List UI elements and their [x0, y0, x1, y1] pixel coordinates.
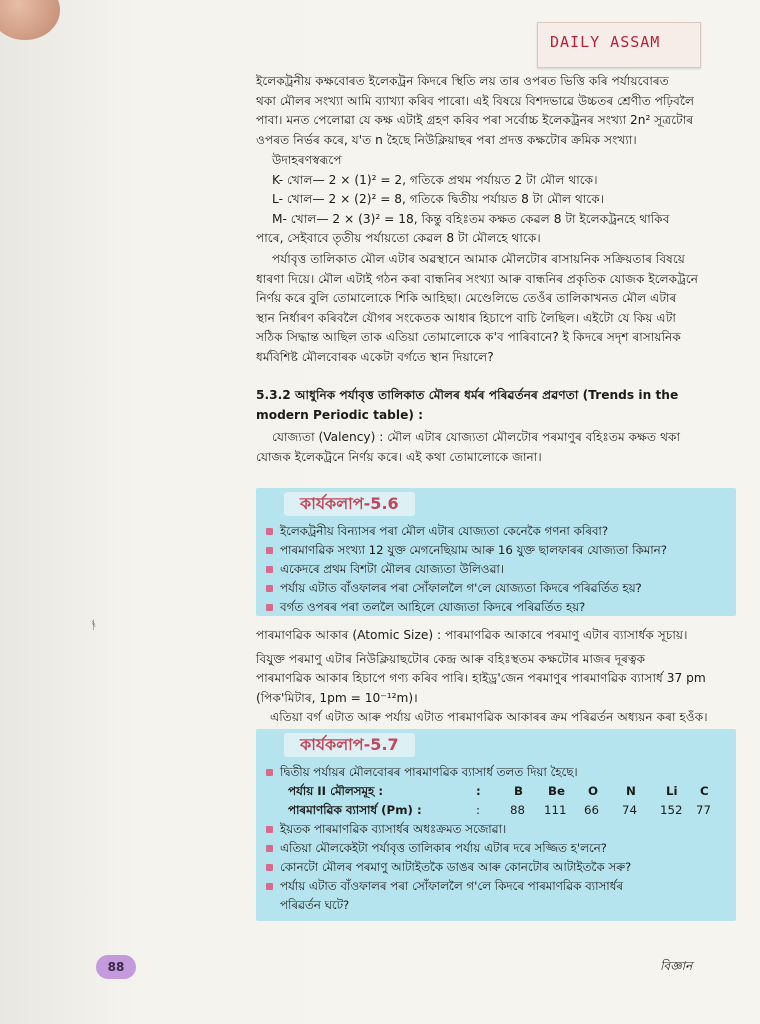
row-label: পাৰমাণৱিক ব্যাসাৰ্ধ (Pm) :: [288, 803, 422, 817]
list-item: [264, 579, 732, 598]
radius-value: 77: [696, 803, 712, 817]
footer-subject: বিজ্ঞান: [660, 959, 693, 973]
colon: :: [476, 803, 480, 817]
bullet-icon: [266, 845, 273, 852]
element-symbol: Li: [666, 784, 678, 798]
row-label: পৰ্যায় II মৌলসমূহ :: [288, 784, 384, 798]
text-line: বিযুক্ত পৰমাণু এটাৰ নিউক্লিয়াছটোৰ কেন্দ্ৰ আৰু বহিঃস্থতম কক্ষটোৰ মাজৰ দূৰত্বক: [256, 651, 646, 666]
text-line: পৰ্যাবৃত্ত তালিকাত মৌল এটাৰ অৱস্থানে আমাক মৌলটোৰ ৰাসায়নিক সক্ৰিয়তাৰ বিষয়ে: [272, 252, 685, 266]
colon: :: [476, 784, 481, 798]
text-line: ওপৰত নিৰ্ভৰ কৰে, য'ত n হৈছে নিউক্লিয়াছৰ পৰা প্ৰদত্ত কক্ষটোৰ ক্ৰমিক সংখ্যা।: [256, 132, 637, 147]
list-item: [264, 522, 732, 541]
item-text: এতিয়া মৌলকেইটা পৰ্যাবৃত্ত তালিকাৰ পৰ্যায় এটাৰ দৰে সজ্জিত হ'লনে?: [280, 841, 607, 855]
paragraph-atomic-size: [256, 626, 734, 728]
element-symbol: C: [700, 784, 709, 798]
text-line: স্থান নিৰ্ধাৰণ কৰিবলৈ যৌগৰ সংকেতক আধাৰ হিচাপে বাচি লৈছিল। এইটো যে কিয় এটা: [256, 310, 676, 325]
activity-title: কাৰ্যকলাপ-5.6: [284, 492, 415, 516]
bullet-icon: [266, 547, 273, 554]
item-text: একেদৰে প্ৰথম বিশটা মৌলৰ যোজ্যতা উলিওৱা।: [280, 562, 505, 576]
activity-5-7: [256, 729, 736, 921]
item-text: পৰিৱৰ্তন ঘটে?: [280, 898, 350, 912]
element-symbol: Be: [548, 784, 565, 798]
radius-value: 88: [510, 803, 526, 817]
bullet-icon: [266, 585, 273, 592]
list-item: [264, 541, 732, 560]
element-symbol: N: [626, 784, 636, 798]
text-line: নিৰ্ণয় কৰে বুলি তোমালোকে শিকি আহিছা। মেণ্ডেলিভে তেওঁৰ তালিকাখনত মৌল এটাৰ: [256, 291, 677, 305]
bullet-icon: [266, 826, 273, 833]
item-text: বৰ্গত ওপৰৰ পৰা তললৈ আহিলে যোজ্যতা কিদৰে পৰিৱৰ্তিত হয়?: [280, 600, 586, 614]
list-item: [264, 858, 732, 877]
text-line: ইলেকট্ৰনীয় কক্ষবোৰত ইলেকট্ৰন কিদৰে স্থিতি লয় তাৰ ওপৰত ভিত্তি কৰি পৰ্যায়বোৰত: [256, 74, 669, 88]
list-item: [264, 839, 732, 858]
radius-value: 66: [584, 803, 600, 817]
bullet-icon: [266, 528, 273, 535]
page-number: 88: [96, 955, 136, 979]
activity-items: [264, 763, 732, 915]
radius-value: 111: [544, 803, 567, 817]
text-line: পাৰমাণৱিক আকাৰ (Atomic Size) : পাৰমাণৱিক আকাৰে পৰমাণু এটাৰ ব্যাসাৰ্ধক সূচায়।: [256, 628, 688, 642]
item-text: ইলেকট্ৰনীয় বিন্যাসৰ পৰা মৌল এটাৰ যোজ্যতা কেনেকৈ গণনা কৰিবা?: [280, 524, 609, 538]
bullet-icon: [266, 883, 273, 890]
list-item: [264, 560, 732, 579]
stamp: [537, 22, 701, 68]
list-item: [264, 877, 732, 896]
text-line: ধৰ্মবিশিষ্ট মৌলবোৰক একেটা বৰ্গতে স্থান দিয়ালে?: [256, 349, 494, 364]
list-item: [264, 598, 732, 617]
activity-title: কাৰ্যকলাপ-5.7: [284, 733, 415, 757]
section-heading-line: modern Periodic table) :: [256, 407, 424, 422]
example-l: L- খোল— 2 × (2)² = 8, গতিকে দ্বিতীয় পৰ্যায়ত 8 টা মৌল থাকে।: [272, 192, 605, 206]
example-m-cont: পাৰে, সেইবাবে তৃতীয় পৰ্যায়তো কেৱল 8 টা মৌলহে থাকে।: [256, 231, 541, 245]
item-text: পৰ্যায় এটাত বাঁওফালৰ পৰা সোঁফাললৈ গ'লে কিদৰে পাৰমাণৱিক ব্যাসাৰ্ধৰ: [280, 879, 623, 893]
text-line: ধাৰণা দিয়ে। মৌল এটাই গঠন কৰা বান্ধনিৰ সংখ্যা আৰু বান্ধনিৰ প্ৰকৃতিক যোজক ইলেকট্ৰনে: [256, 271, 699, 286]
text-line: এতিয়া বৰ্গ এটাত আৰু পৰ্যায় এটাত পাৰমাণৱিক আকাৰৰ ক্ৰম পৰিৱৰ্তন অধ্যয়ন কৰা হওঁক।: [270, 710, 708, 724]
activity-items: [264, 522, 732, 617]
elements-row: [264, 782, 732, 801]
text-line: যোজক ইলেকট্ৰনে নিৰ্ণয় কৰে। এই কথা তোমালোকে জানা।: [256, 449, 542, 464]
radii-row: [264, 801, 732, 820]
radius-value: 74: [622, 803, 638, 817]
list-item: [264, 763, 732, 782]
paragraph-electron-shells: [256, 72, 734, 150]
examples: [256, 151, 750, 249]
example-heading: উদাহৰণস্বৰূপে: [272, 153, 342, 167]
item-text: ইয়তক পাৰমাণৱিক ব্যাসাৰ্ধৰ অধঃক্ৰমত সজোৱা।: [280, 822, 507, 836]
list-item: [264, 820, 732, 839]
paragraph-valency: [256, 428, 734, 467]
example-m: M- খোল— 2 × (3)² = 18, কিন্তু বহিঃতম কক্ষত কেৱল 8 টা ইলেকট্ৰনহে থাকিব: [272, 211, 670, 226]
item-text: দ্বিতীয় পৰ্যায়ৰ মৌলবোৰৰ পাৰমাণৱিক ব্যাসাৰ্ধ তলত দিয়া হৈছে।: [280, 765, 578, 779]
element-symbol: O: [588, 784, 599, 798]
paragraph-periodic-position: [256, 250, 734, 367]
item-text: পাৰমাণৱিক সংখ্যা 12 যুক্ত মেগনেছিয়াম আৰু 16 যুক্ত ছালফাৰৰ যোজ্যতা কিমান?: [280, 543, 667, 557]
text-line: সঠিক সিদ্ধান্ত আছিল তাক এতিয়া তোমালোকে ক'ব পাৰিবানে? ই কিদৰে সদৃশ ৰাসায়নিক: [256, 330, 681, 344]
text-line: থকা মৌলৰ সংখ্যা আমি ব্যাখ্যা কৰিব পাৰো। এই বিষয়ে বিশদভাৱে উচ্চতৰ শ্ৰেণীত পঢ়িবলৈ: [256, 93, 695, 108]
element-symbol: B: [514, 784, 523, 798]
radius-value: 152: [660, 803, 683, 817]
text-line: (পিক'মিটাৰ, 1pm = 10⁻¹²m)।: [256, 690, 418, 705]
list-item-cont: [264, 896, 732, 915]
activity-5-6: [256, 488, 736, 616]
stamp-text: DAILY ASSAM: [550, 33, 661, 51]
item-text: কোনটো মৌলৰ পৰমাণু আটাইতকৈ ডাঙৰ আৰু কোনটোৰ আটাইতকৈ সৰু?: [280, 860, 632, 874]
section-heading: [256, 386, 734, 425]
text-line: পাবা। মনত পেলোৱা যে কক্ষ এটাই গ্ৰহণ কৰিব পৰা সৰ্বোচ্চ ইলেকট্ৰনৰ সংখ্যা 2n² সূত্ৰটোৰ: [256, 113, 694, 127]
bullet-icon: [266, 769, 273, 776]
margin-mark: ᚬ: [90, 618, 98, 632]
bullet-icon: [266, 566, 273, 573]
text-line: যোজ্যতা (Valency) : মৌল এটাৰ যোজ্যতা মৌলটোৰ পৰমাণুৰ বহিঃতম কক্ষত থকা: [272, 430, 681, 444]
item-text: পৰ্যায় এটাত বাঁওফালৰ পৰা সোঁফাললৈ গ'লে যোজ্যতা কিদৰে পৰিৱৰ্তিত হয়?: [280, 581, 642, 595]
text-line: পাৰমাণৱিক আকাৰ হিচাপে গণ্য কৰিব পাৰি। হাইড্ৰ'জেন পৰমাণুৰ পাৰমাণৱিক ব্যাসাৰ্ধ 37 pm: [256, 671, 706, 685]
thumb-image: [0, 0, 60, 40]
bullet-icon: [266, 864, 273, 871]
bullet-icon: [266, 604, 273, 611]
section-heading-line: 5.3.2 আধুনিক পৰ্যাবৃত্ত তালিকাত মৌলৰ ধৰ্মৰ পৰিৱৰ্তনৰ প্ৰৱণতা (Trends in the: [256, 388, 679, 402]
example-k: K- খোল— 2 × (1)² = 2, গতিকে প্ৰথম পৰ্যায়ত 2 টা মৌল থাকে।: [272, 172, 598, 187]
